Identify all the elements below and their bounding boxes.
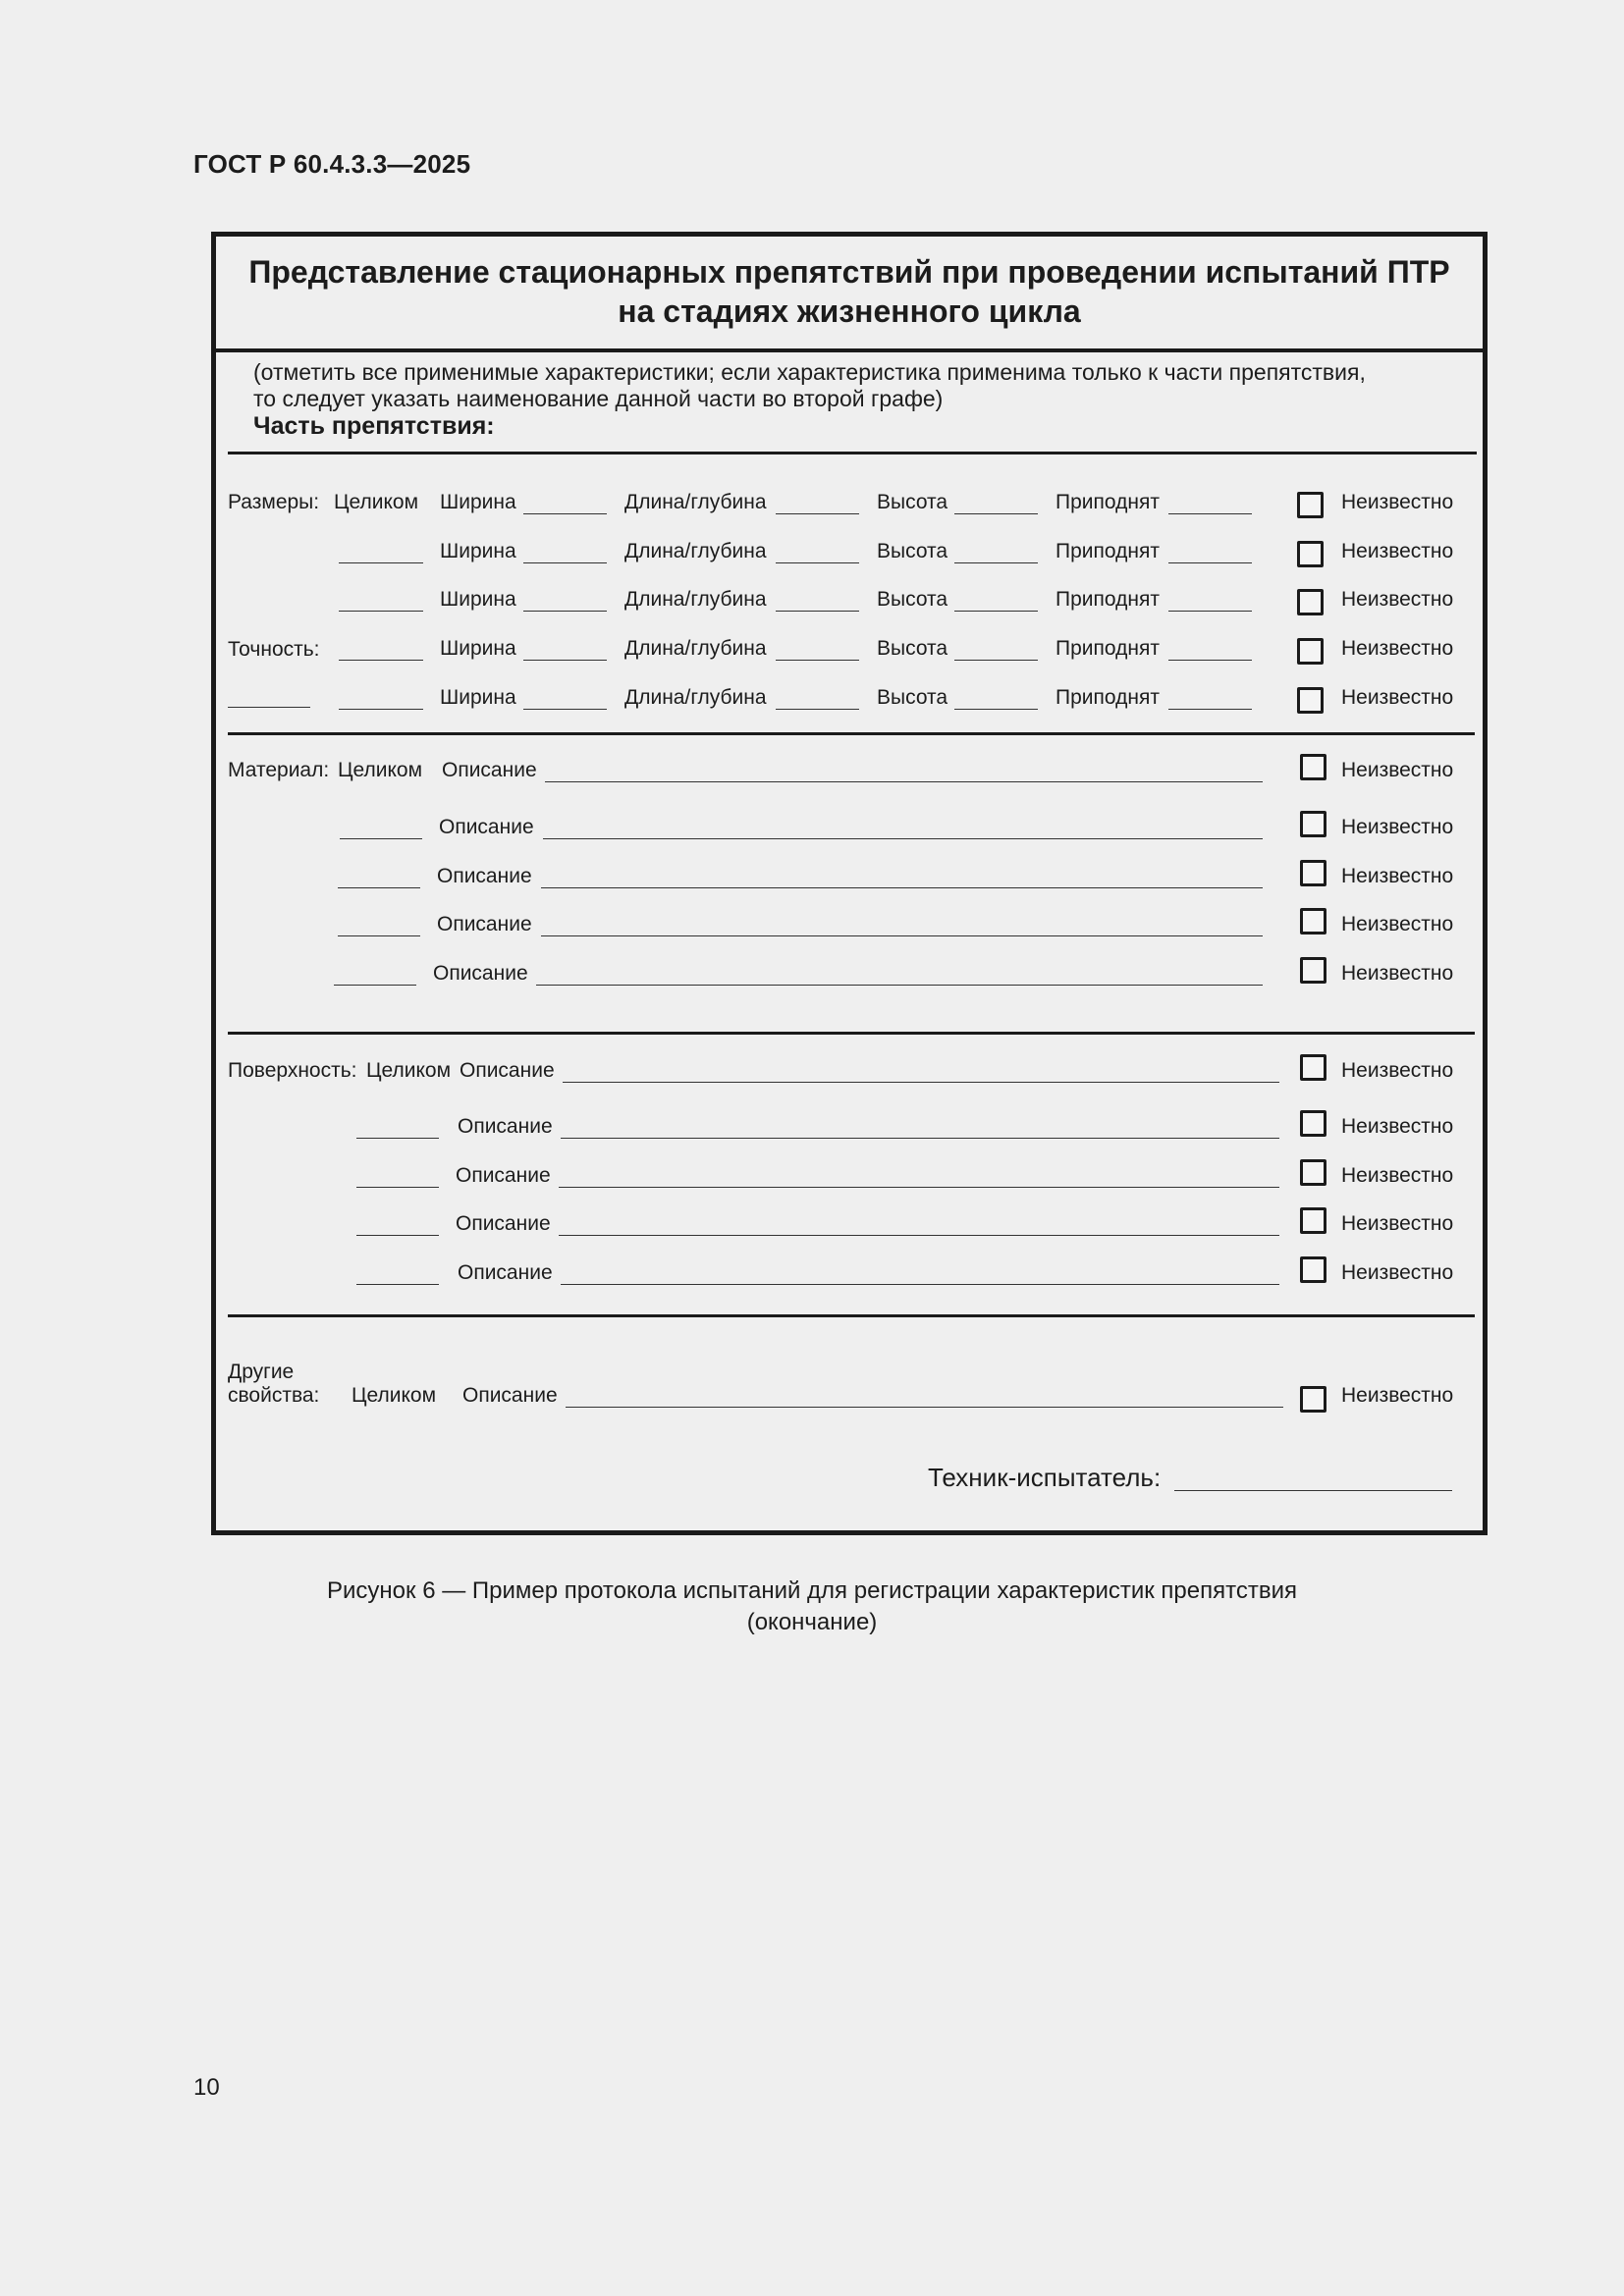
material-desc-label: Описание [439, 816, 534, 838]
figure-caption-line2: (окончание) [746, 1609, 878, 1635]
surface-desc-label: Описание [458, 1261, 553, 1284]
surface-unknown-label: Неизвестно [1341, 1212, 1454, 1235]
height-label: Высота [877, 491, 948, 513]
accuracy-label: Точность: [228, 638, 320, 661]
width-field[interactable] [523, 660, 607, 661]
surface-unknown-label: Неизвестно [1341, 1115, 1454, 1138]
material-desc-label: Описание [433, 962, 528, 985]
material-divider [228, 1032, 1475, 1035]
instruction-note [253, 359, 1366, 412]
material-part-field[interactable] [340, 838, 422, 839]
other-desc-field[interactable] [566, 1407, 1283, 1408]
length-label: Длина/глубина [624, 686, 767, 709]
unknown-label: Неизвестно [1341, 588, 1454, 611]
technician-label: Техник-испытатель: [928, 1463, 1162, 1492]
length-field[interactable] [776, 660, 859, 661]
unknown-label: Неизвестно [1341, 637, 1454, 660]
other-label-line1: Другие [228, 1361, 295, 1383]
width-field[interactable] [523, 513, 607, 514]
material-whole-label: Целиком [338, 759, 423, 781]
width-label: Ширина [440, 540, 516, 562]
document-id: ГОСТ Р 60.4.3.3—2025 [193, 149, 471, 179]
other-unknown-checkbox[interactable] [1300, 1386, 1326, 1413]
page-number: 10 [193, 2074, 220, 2101]
surface-desc-field[interactable] [561, 1284, 1279, 1285]
surface-part-field[interactable] [356, 1138, 439, 1139]
width-label: Ширина [440, 637, 516, 660]
material-desc-field[interactable] [536, 985, 1263, 986]
raised-field[interactable] [1168, 513, 1252, 514]
height-label: Высота [877, 637, 948, 660]
surface-unknown-checkbox[interactable] [1300, 1159, 1326, 1186]
material-desc-field[interactable] [541, 935, 1263, 936]
width-label: Ширина [440, 588, 516, 611]
surface-unknown-checkbox[interactable] [1300, 1054, 1326, 1081]
material-unknown-checkbox[interactable] [1300, 860, 1326, 886]
length-label: Длина/глубина [624, 588, 767, 611]
figure-caption [0, 1575, 1624, 1638]
material-unknown-checkbox[interactable] [1300, 811, 1326, 837]
figure-caption-line1: Рисунок 6 — Пример протокола испытаний для регистрации характеристик препятствия [327, 1577, 1297, 1604]
accuracy-part-field[interactable] [228, 707, 310, 708]
width-field[interactable] [523, 611, 607, 612]
material-desc-label: Описание [437, 913, 532, 935]
height-field[interactable] [954, 562, 1038, 563]
dims-divider [228, 732, 1475, 735]
raised-label: Приподнят [1056, 491, 1160, 513]
width-label: Ширина [440, 491, 516, 513]
unknown-checkbox[interactable] [1297, 687, 1324, 714]
material-part-field[interactable] [334, 985, 416, 986]
surface-desc-label: Описание [456, 1212, 551, 1235]
dims-label: Размеры: [228, 491, 320, 513]
length-field[interactable] [776, 611, 859, 612]
instruction-note-line2: то следует указать наименование данной части во второй графе) [253, 386, 944, 411]
other-unknown-label: Неизвестно [1341, 1384, 1454, 1407]
raised-label: Приподнят [1056, 588, 1160, 611]
raised-field[interactable] [1168, 660, 1252, 661]
length-field[interactable] [776, 562, 859, 563]
surface-desc-label: Описание [460, 1059, 555, 1082]
raised-field[interactable] [1168, 709, 1252, 710]
technician-field[interactable] [1174, 1490, 1452, 1491]
raised-label: Приподнят [1056, 540, 1160, 562]
width-label: Ширина [440, 686, 516, 709]
length-label: Длина/глубина [624, 637, 767, 660]
material-part-field[interactable] [338, 935, 420, 936]
form-title [216, 237, 1483, 347]
other-desc-label: Описание [462, 1384, 558, 1407]
length-field[interactable] [776, 513, 859, 514]
surface-desc-field[interactable] [559, 1187, 1279, 1188]
material-desc-label: Описание [437, 865, 532, 887]
instruction-note-line1: (отметить все применимые характеристики; если характеристика применима только к части препятствия, [253, 359, 1366, 385]
width-field[interactable] [523, 562, 607, 563]
material-unknown-label: Неизвестно [1341, 913, 1454, 935]
unknown-checkbox[interactable] [1297, 492, 1324, 518]
length-label: Длина/глубина [624, 491, 767, 513]
width-field[interactable] [523, 709, 607, 710]
dims-whole-label: Целиком [334, 491, 419, 513]
unknown-label: Неизвестно [1341, 491, 1454, 513]
surface-desc-label: Описание [456, 1164, 551, 1187]
material-label: Материал: [228, 759, 330, 781]
material-unknown-label: Неизвестно [1341, 865, 1454, 887]
height-field[interactable] [954, 513, 1038, 514]
surface-label: Поверхность: [228, 1059, 357, 1082]
material-desc-field[interactable] [543, 838, 1263, 839]
dims-part-field[interactable] [339, 709, 423, 710]
header-divider [228, 452, 1477, 454]
surface-part-field[interactable] [356, 1235, 439, 1236]
unknown-checkbox[interactable] [1297, 638, 1324, 665]
dims-part-field[interactable] [339, 611, 423, 612]
raised-field[interactable] [1168, 562, 1252, 563]
other-whole-label: Целиком [352, 1384, 437, 1407]
height-field[interactable] [954, 709, 1038, 710]
surface-unknown-label: Неизвестно [1341, 1261, 1454, 1284]
unknown-checkbox[interactable] [1297, 589, 1324, 615]
surface-unknown-checkbox[interactable] [1300, 1110, 1326, 1137]
surface-desc-field[interactable] [561, 1138, 1279, 1139]
surface-divider [228, 1314, 1475, 1317]
material-desc-field[interactable] [545, 781, 1263, 782]
surface-unknown-label: Неизвестно [1341, 1164, 1454, 1187]
dims-part-field[interactable] [339, 660, 423, 661]
surface-desc-field[interactable] [559, 1235, 1279, 1236]
surface-part-field[interactable] [356, 1284, 439, 1285]
surface-unknown-checkbox[interactable] [1300, 1256, 1326, 1283]
material-desc-field[interactable] [541, 887, 1263, 888]
part-label: Часть препятствия: [253, 412, 495, 440]
surface-part-field[interactable] [356, 1187, 439, 1188]
material-desc-label: Описание [442, 759, 537, 781]
surface-desc-field[interactable] [563, 1082, 1279, 1083]
other-label-line2: свойства: [228, 1384, 320, 1407]
form-title-line1: Представление стационарных препятствий при проведении испытаний ПТР [248, 254, 1450, 290]
material-unknown-checkbox[interactable] [1300, 908, 1326, 934]
height-label: Высота [877, 540, 948, 562]
material-part-field[interactable] [338, 887, 420, 888]
surface-unknown-checkbox[interactable] [1300, 1207, 1326, 1234]
material-unknown-label: Неизвестно [1341, 816, 1454, 838]
material-unknown-checkbox[interactable] [1300, 754, 1326, 780]
title-divider [216, 348, 1483, 352]
length-label: Длина/глубина [624, 540, 767, 562]
height-field[interactable] [954, 611, 1038, 612]
height-label: Высота [877, 686, 948, 709]
raised-label: Приподнят [1056, 637, 1160, 660]
unknown-label: Неизвестно [1341, 686, 1454, 709]
material-unknown-label: Неизвестно [1341, 759, 1454, 781]
raised-field[interactable] [1168, 611, 1252, 612]
raised-label: Приподнят [1056, 686, 1160, 709]
unknown-label: Неизвестно [1341, 540, 1454, 562]
material-unknown-checkbox[interactable] [1300, 957, 1326, 984]
height-field[interactable] [954, 660, 1038, 661]
dims-part-field[interactable] [339, 562, 423, 563]
surface-unknown-label: Неизвестно [1341, 1059, 1454, 1082]
material-unknown-label: Неизвестно [1341, 962, 1454, 985]
surface-whole-label: Целиком [366, 1059, 452, 1082]
height-label: Высота [877, 588, 948, 611]
surface-desc-label: Описание [458, 1115, 553, 1138]
form-title-line2: на стадиях жизненного цикла [618, 294, 1081, 329]
length-field[interactable] [776, 709, 859, 710]
unknown-checkbox[interactable] [1297, 541, 1324, 567]
